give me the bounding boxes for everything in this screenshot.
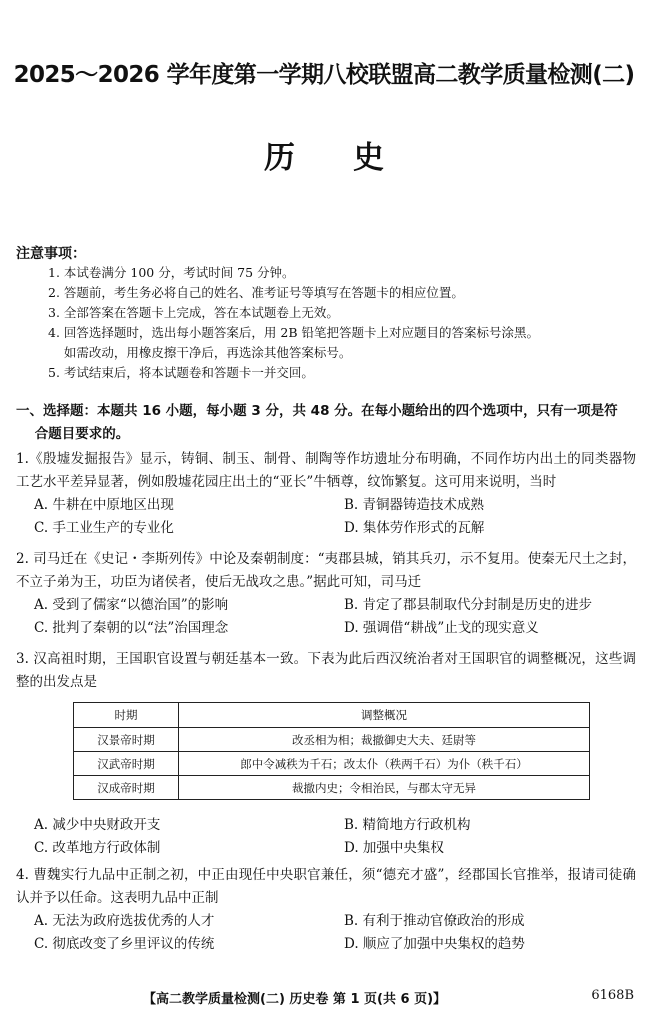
- option-a: A. 牛耕在中原地区出现: [34, 497, 174, 513]
- adjustment-table: [73, 702, 590, 800]
- option-b: B. 有利于推动官僚政治的形成: [344, 913, 525, 929]
- footer-page-info: 【高二教学质量检测(二) 历史卷 第 1 页(共 6 页)】: [143, 992, 447, 1007]
- question-3-options: [16, 814, 636, 860]
- exam-title: 2025～2026 学年度第一学期八校联盟高二教学质量检测(二): [13, 62, 635, 88]
- options-row: [16, 837, 636, 860]
- option-b: B. 青铜器铸造技术成熟: [344, 497, 485, 513]
- table-header: 调整概况: [179, 703, 590, 728]
- question-stem: 2. 司马迁在《史记・李斯列传》中论及秦朝制度：“夷郡县城，销其兵刃，示不复用。使秦无尺土之封，不立子弟为王，功臣为诸侯者，使后无战攻之患。”据此可知，司马迁: [16, 551, 636, 590]
- table-cell: 汉景帝时期: [74, 728, 179, 752]
- option-a: A. 无法为政府选拔优秀的人才: [34, 913, 215, 929]
- table-row: [74, 728, 590, 752]
- question-3: [16, 648, 636, 694]
- option-b: B. 肯定了郡县制取代分封制是历史的进步: [344, 597, 593, 613]
- table-header: 时期: [74, 703, 179, 728]
- section-heading-line: 合题目要求的。: [16, 426, 130, 442]
- option-a: A. 减少中央财政开支: [34, 817, 161, 833]
- section-heading: [16, 400, 636, 446]
- options-row: [16, 814, 636, 837]
- option-a: A. 受到了儒家“以德治国”的影响: [34, 597, 229, 613]
- option-b: B. 精简地方行政机构: [344, 817, 471, 833]
- option-c: C. 手工业生产的专业化: [34, 520, 174, 536]
- options-row: [16, 594, 636, 617]
- question-stem: 4. 曹魏实行九品中正制之初，中正由现任中央职官兼任，须“德充才盛”，经郡国长官推举，报请司徒确认并予以任命。这表明九品中正制: [16, 867, 636, 906]
- table-header-row: [74, 703, 590, 728]
- notice-item: 3. 全部答案在答题卡上完成，答在本试题卷上无效。: [48, 305, 339, 320]
- table-row: [74, 776, 590, 800]
- footer-code: 6168B: [591, 988, 634, 1003]
- options-row: [16, 910, 636, 933]
- subject-title: 历史: [264, 140, 442, 176]
- table-cell: 改丞相为相；裁撤御史大夫、廷尉等: [179, 728, 590, 752]
- option-c: C. 批判了秦朝的以“法”治国理念: [34, 620, 229, 636]
- notice-item: 1. 本试卷满分 100 分，考试时间 75 分钟。: [48, 265, 295, 280]
- option-d: D. 强调借“耕战”止戈的现实意义: [344, 620, 539, 636]
- option-c: C. 彻底改变了乡里评议的传统: [34, 936, 215, 952]
- table-cell: 汉成帝时期: [74, 776, 179, 800]
- notice-item: 2. 答题前，考生务必将自己的姓名、准考证号等填写在答题卡的相应位置。: [48, 285, 464, 300]
- notice-item: 如需改动，用橡皮擦干净后，再选涂其他答案标号。: [48, 345, 352, 360]
- table-cell: 裁撤内史；令相治民，与郡太守无异: [179, 776, 590, 800]
- options-row: [16, 517, 636, 540]
- options-row: [16, 617, 636, 640]
- option-d: D. 顺应了加强中央集权的趋势: [344, 936, 525, 952]
- question-stem: 3. 汉高祖时期，王国职官设置与朝廷基本一致。下表为此后西汉统治者对王国职官的调整概况，这些调整的出发点是: [16, 651, 636, 690]
- notice-heading: 注意事项：: [16, 246, 86, 262]
- options-row: [16, 494, 636, 517]
- table-cell: 汉武帝时期: [74, 752, 179, 776]
- notice-item: 5. 考试结束后，将本试题卷和答题卡一并交回。: [48, 365, 314, 380]
- option-d: D. 加强中央集权: [344, 840, 444, 856]
- question-2: [16, 548, 636, 640]
- question-1: [16, 448, 636, 540]
- notice-list: [48, 263, 638, 383]
- options-row: [16, 933, 636, 956]
- table-cell: 郎中令减秩为千石；改太仆（秩两千石）为仆（秩千石）: [179, 752, 590, 776]
- table-row: [74, 752, 590, 776]
- question-stem: 1.《殷墟发掘报告》显示，铸铜、制玉、制骨、制陶等作坊遗址分布明确，不同作坊内出土的同类器物工艺水平差异显著，例如殷墟花园庄出土的“亚长”牛牺尊，纹饰繁复。这可用来说明，当时: [16, 451, 636, 490]
- question-4: [16, 864, 636, 956]
- option-c: C. 改革地方行政体制: [34, 840, 161, 856]
- option-d: D. 集体劳作形式的瓦解: [344, 520, 485, 536]
- notice-item: 4. 回答选择题时，选出每小题答案后，用 2B 铅笔把答题卡上对应题目的答案标号涂黑。: [48, 325, 539, 340]
- section-heading-line: 一、选择题：本题共 16 小题，每小题 3 分，共 48 分。在每小题给出的四个选项中，只有一项是符: [16, 403, 618, 419]
